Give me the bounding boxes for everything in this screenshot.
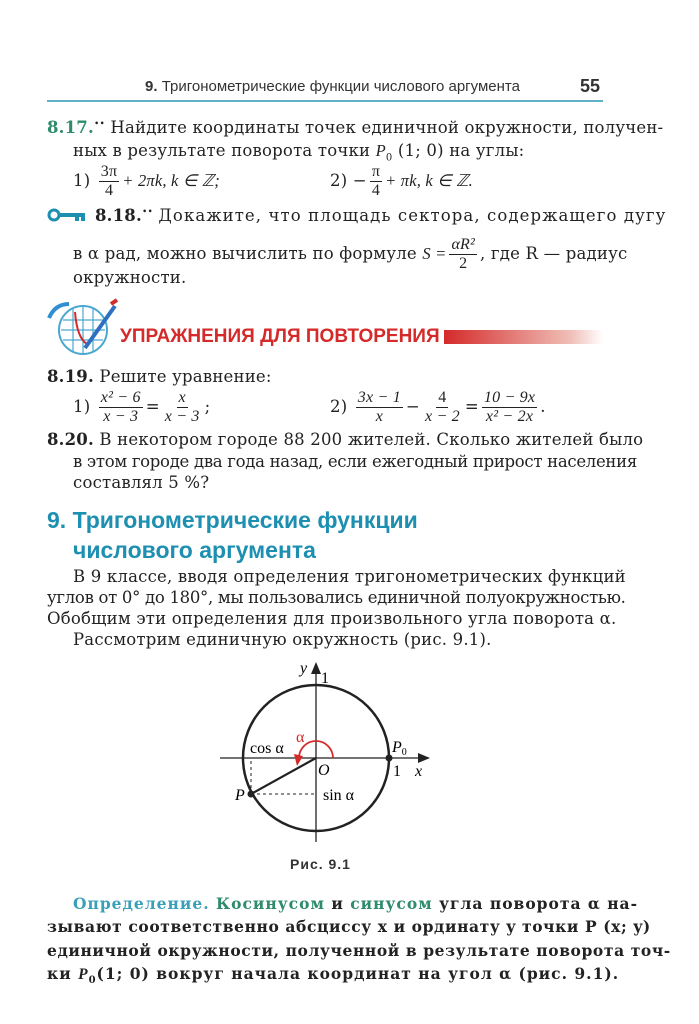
exercise-8-18-line2: в α рад, можно вычислить по формуле S = $\frac{\text{αR²}}{2}$ , где R — радиус [73, 236, 628, 272]
x-axis-arrow [418, 753, 430, 763]
alpha-arrow [294, 754, 303, 766]
key-icon [47, 207, 89, 223]
exercise-8-18-line3: окружности. [73, 268, 187, 287]
definition-line4: ки $P_0(1$; 0) вокруг начала координат на угол α (рис. 9.1). [47, 964, 620, 987]
exercise-8-20-line2: в этом городе два года назад, если ежегодный прирост населения [73, 452, 637, 471]
exercise-8-17-line1: 8.17.•• Найдите координаты точек единичной окружности, получен- [47, 118, 664, 137]
y-one-label: 1 [321, 670, 329, 687]
y-axis-arrow [311, 662, 321, 674]
section-title-line2: числового аргумента [73, 537, 316, 563]
chapter-number: 9. [145, 78, 158, 95]
x-one-label: 1 [393, 763, 401, 780]
radius-op [251, 758, 316, 794]
unit-circle-figure [200, 650, 460, 850]
definition-line2: зывают соответственно абсциссу x и ординату y точки P (x; y) [47, 917, 651, 936]
exercise-8-19-item2: 2) $\frac{3x - 1}{x}$ − $\frac{4}{x - 2}$ = $\frac{10 - 9x}{\text{x² − 2x}}$ . [330, 389, 546, 425]
intro-line1: В 9 классе, вводя определения тригонометрических функций [73, 567, 626, 586]
y-label: y [300, 660, 308, 677]
exercise-8-20-line1: 8.20. В некотором городе 88 200 жителей. Сколько жителей было [47, 430, 644, 449]
definition-line1: Определение. Косинусом и синусом угла поворота α на- [73, 894, 639, 913]
exercise-8-20-line3: составлял 5 %? [73, 473, 210, 492]
cos-label: cos α [250, 740, 284, 757]
figure-caption: Рис. 9.1 [290, 856, 351, 872]
sin-label: sin α [323, 787, 355, 804]
exercise-8-17-line2: ных в результате поворота точки $P_0$ (1; 0) на углы: [73, 141, 525, 164]
x-label: x [415, 763, 423, 780]
section-title-line1: 9. Тригонометрические функции [47, 507, 418, 533]
review-banner-bar [444, 330, 603, 344]
exercise-8-19-line1: 8.19. Решите уравнение: [47, 367, 272, 386]
p0-label: P0 [392, 739, 407, 758]
exercise-8-19-item1: 1) $\frac{\text{x² − 6}}{x - 3}$ = $\frac{x}{x - 3}$ ; [73, 389, 211, 425]
p-label: P [235, 787, 245, 804]
exercise-8-18-line1: 8.18.•• Докажите, что площадь сектора, содержащего дугу [95, 206, 667, 225]
intro-line4: Рассмотрим единичную окружность (рис. 9.1). [73, 630, 492, 649]
origin-label: O [318, 762, 330, 779]
intro-line2: углов от 0° до 180°, мы пользовались единичной полуокружностью. [47, 588, 626, 607]
exercise-8-17-item1: 1) $\frac{3\pi}{4}$ + 2πk, k ∈ ℤ; [73, 163, 220, 199]
review-banner [120, 326, 603, 348]
header-rule [47, 100, 603, 102]
page-number: 55 [580, 76, 601, 96]
point-p [248, 791, 255, 798]
exercise-8-17-item2: 2) − $\frac{\pi}{4}$ + πk, k ∈ ℤ. [330, 163, 473, 199]
intro-line3: Обобщим эти определения для произвольного угла поворота α. [47, 609, 617, 628]
chapter-title: Тригонометрические функции числового аргумента [161, 78, 520, 95]
review-exercises-icon [45, 298, 120, 358]
review-section-title: УПРАЖНЕНИЯ ДЛЯ ПОВТОРЕНИЯ [120, 326, 440, 347]
alpha-label: α [296, 729, 305, 746]
definition-line3: единичной окружности, полученной в результате поворота точ- [47, 941, 671, 960]
